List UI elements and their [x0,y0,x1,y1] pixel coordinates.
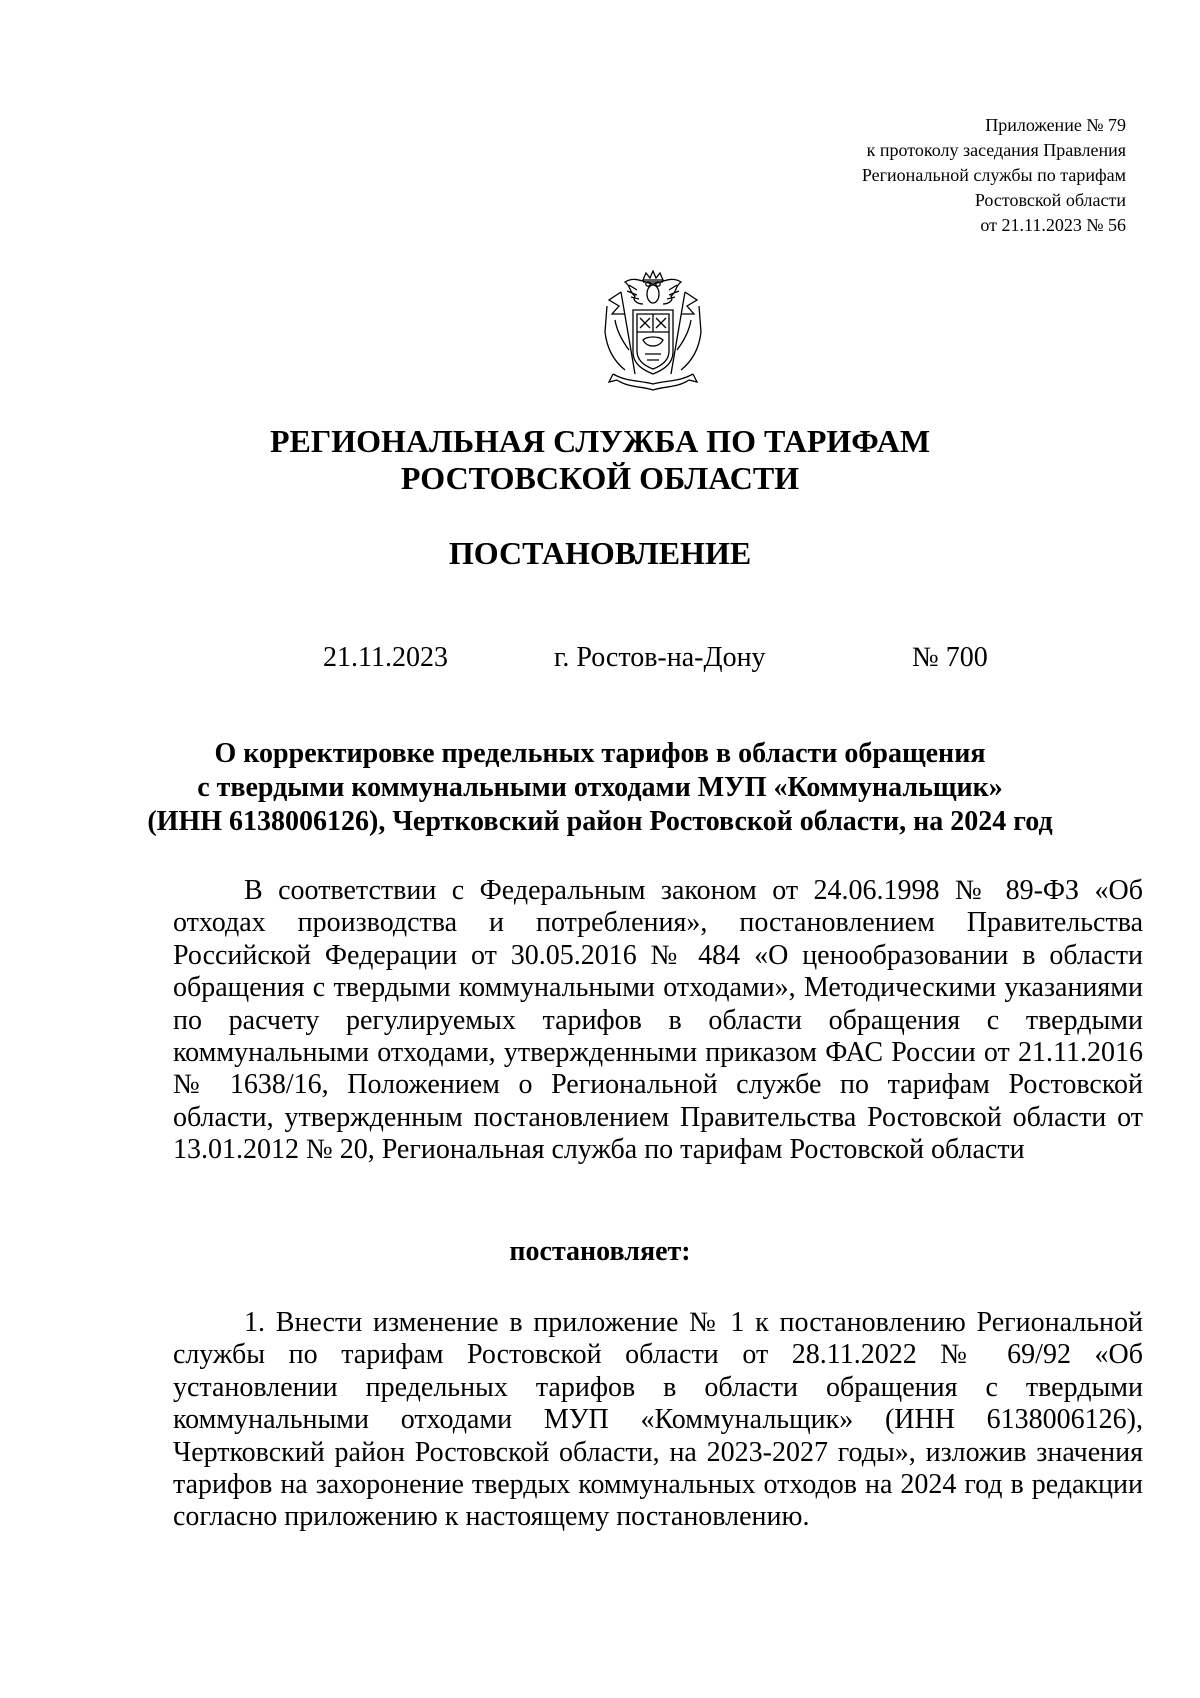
document-type: ПОСТАНОВЛЕНИЕ [448,535,752,571]
document-city: г. Ростов-на-Дону [554,642,766,673]
subject-line: с твердыми коммунальными отходами МУП «Коммунальщик» [197,772,1003,803]
resolves-heading: постановляет: [509,1236,691,1267]
document-subject [0,737,1200,839]
subject-line: (ИНН 6138006126), Чертковский район Ростовской области, на 2024 год [147,806,1053,837]
document-number: № 700 [912,642,988,673]
appendix-note [666,113,1126,238]
agency-name-line: РЕГИОНАЛЬНАЯ СЛУЖБА ПО ТАРИФАМ [269,423,931,459]
document-date: 21.11.2023 [323,642,448,673]
subject-line: О корректировке предельных тарифов в области обращения [214,738,986,769]
clause-1-paragraph: 1. Внести изменение в приложение № 1 к постановлению Региональной службы по тарифам Ростовской области от 28.11.2022 № 69/92 «Об установлении предельных тарифов в области обращения с твердыми коммунальными отходами МУП «Коммунальщик» (ИНН 6138006126), Чертковский район Ростовской области, на 2023-2027 годы», изложив значения тарифов на захоронение твердых коммунальных отходов на 2024 год в редакции согласно приложению к настоящему постановлению. [173,1307,1143,1533]
appendix-line: от 21.11.2023 № 56 [980,215,1126,235]
agency-name-line: РОСТОВСКОЙ ОБЛАСТИ [400,460,800,496]
appendix-line: Региональной службы по тарифам [861,165,1126,185]
appendix-line: Ростовской области [974,190,1126,210]
coat-of-arms-icon [599,270,707,392]
preamble-paragraph: В соответствии с Федеральным законом от 24.06.1998 № 89-ФЗ «Об отходах производства и потребления», постановлением Правительства Российской Федерации от 30.05.2016 № 484 «О ценообразовании в области обращения с твердыми коммунальными отходами», Методическими указаниями по расчету регулируемых тарифов в области обращения с твердыми коммунальными отходами, утвержденными приказом ФАС России от 21.11.2016 № 1638/16, Положением о Региональной службе по тарифам Ростовской области, утвержденным постановлением Правительства Ростовской области от 13.01.2012 № 20, Региональная служба по тарифам Ростовской области [173,875,1143,1166]
appendix-line: к протоколу заседания Правления [866,140,1126,160]
agency-name [0,423,1200,497]
appendix-line: Приложение № 79 [985,115,1126,135]
